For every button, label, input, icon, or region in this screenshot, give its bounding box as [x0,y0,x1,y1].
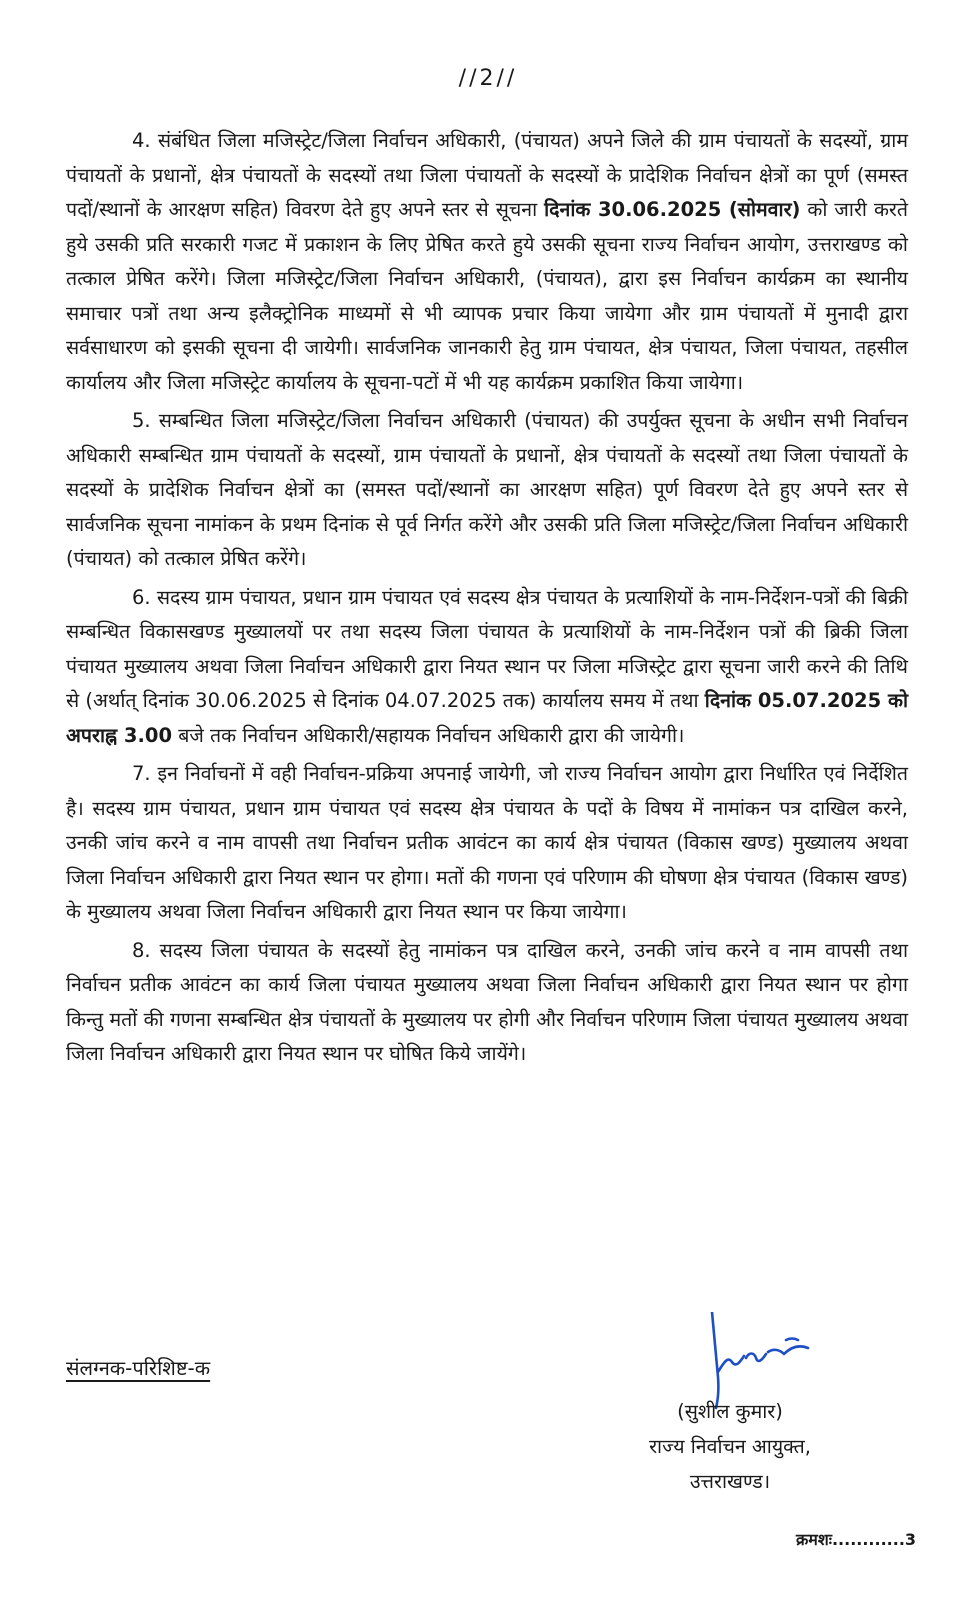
document-body [66,124,908,1076]
signatory-name: (सुशील कुमार) [677,1400,783,1423]
signatory-state: उत्तराखण्ड। [689,1470,771,1493]
enclosure-label: संलग्नक-परिशिष्ट-क [66,1356,211,1380]
paragraph-5: 5. सम्बन्धित जिला मजिस्ट्रेट/जिला निर्वाचन अधिकारी (पंचायत) की उपर्युक्त सूचना के अधीन सभी निर्वाचन अधिकारी सम्बन्धित ग्राम पंचायतों के सदस्यों, ग्राम पंचायतों के प्रधानों, क्षेत्र पंचायतों के सदस्यों तथा जिला पंचायतों के सदस्यों के प्रादेशिक निर्वाचन क्षेत्रों का (समस्त पदों/स्थानों का आरक्षण सहित) पूर्ण विवरण देते हुए अपने स्तर से सार्वजनिक सूचना नामांकन के प्रथम दिनांक से पूर्व निर्गत करेंगे और उसकी प्रति जिला मजिस्ट्रेट/जिला निर्वाचन अधिकारी (पंचायत) को तत्काल प्रेषित करेंगे। [66,409,908,570]
paragraph-4-date-bold: दिनांक 30.06.2025 (सोमवार) [544,198,801,221]
page-number: //2// [458,66,518,91]
signature-block [600,1394,860,1499]
paragraph-6-text-start: 6. सदस्य ग्राम पंचायत, प्रधान ग्राम पंचायत एवं सदस्य क्षेत्र पंचायत के प्रत्याशियों के नाम-निर्देशन-पत्रों की बिक्री सम्बन्धित विकासखण्ड मुख्यालयों पर तथा सदस्य जिला पंचायत के प्रत्याशियों के नाम-निर्देशन पत्रों की ब्रिकी जिला पंचायत मुख्यालय अथवा जिला निर्वाचन अधिकारी द्वारा नियत स्थान पर जिला मजिस्ट्रेट द्वारा सूचना जारी करने की तिथि से (अर्थात् दिनांक 30.06.2025 से दिनांक 04.07.2025 तक) कार्यालय समय में तथा [66,585,908,712]
paragraph-4-text-end: को जारी करते हुये उसकी प्रति सरकारी गजट में प्रकाशन के लिए प्रेषित करते हुये उसकी सूचना राज्य निर्वाचन आयोग, उत्तराखण्ड को तत्काल प्रेषित करेंगे। जिला मजिस्ट्रेट/जिला निर्वाचन अधिकारी, (पंचायत), द्वारा इस निर्वाचन कार्यक्रम का स्थानीय समाचार पत्रों तथा अन्य इलैक्ट्रोनिक माध्यमों से भी व्यापक प्रचार किया जायेगा और ग्राम पंचायतों में मुनादी द्वारा सर्वसाधारण को इसकी सूचना दी जायेगी। सार्वजनिक जानकारी हेतु ग्राम पंचायत, क्षेत्र पंचायत, जिला पंचायत, तहसील कार्यालय और जिला मजिस्ट्रेट कार्यालय के सूचना-पटों में भी यह कार्यक्रम प्रकाशित किया जायेगा। [66,198,909,394]
signatory-designation: राज्य निर्वाचन आयुक्त, [649,1435,811,1458]
paragraph-6-date-bold: दिनांक 05.07.2025 को अपराह्न 3.00 [66,689,909,747]
paragraph-4-text-start: 4. संबंधित जिला मजिस्ट्रेट/जिला निर्वाचन अधिकारी, (पंचायत) अपने जिले की ग्राम पंचायतों के सदस्यों, ग्राम पंचायतों के प्रधानों, क्षेत्र पंचायतों के सदस्यों तथा जिला पंचायतों के सदस्यों के प्रादेशिक निर्वाचन क्षेत्रों का पूर्ण (समस्त पदों/स्थानों के आरक्षण सहित) विवरण देते हुए अपने स्तर से सूचना [66,129,908,221]
paragraph-6 [66,581,908,754]
paragraph-7: 7. इन निर्वाचनों में वही निर्वाचन-प्रक्रिया अपनाई जायेगी, जो राज्य निर्वाचन आयोग द्वारा निर्धारित एवं निर्देशित है। सदस्य ग्राम पंचायत, प्रधान ग्राम पंचायत एवं सदस्य क्षेत्र पंचायत के पदों के विषय में नामांकन पत्र दाखिल करने, उनकी जांच करने व नाम वापसी तथा निर्वाचन प्रतीक आवंटन का कार्य क्षेत्र पंचायत (विकास खण्ड) मुख्यालय अथवा जिला निर्वाचन अधिकारी द्वारा नियत स्थान पर होगा। मतों की गणना एवं परिणाम की घोषणा क्षेत्र पंचायत (विकास खण्ड) के मुख्यालय अथवा जिला निर्वाचन अधिकारी द्वारा नियत स्थान पर किया जायेगा। [66,762,908,923]
continued-note: क्रमशः............3 [796,1530,917,1549]
paragraph-6-text-end: बजे तक निर्वाचन अधिकारी/सहायक निर्वाचन अधिकारी द्वारा की जायेगी। [172,723,685,747]
paragraph-4 [66,124,908,400]
paragraph-8: 8. सदस्य जिला पंचायत के सदस्यों हेतु नामांकन पत्र दाखिल करने, उनकी जांच करने व नाम वापसी तथा निर्वाचन प्रतीक आवंटन का कार्य जिला पंचायत मुख्यालय अथवा जिला निर्वाचन अधिकारी द्वारा नियत स्थान पर होगा किन्तु मतों की गणना सम्बन्धित क्षेत्र पंचायतों के मुख्यालय पर होगी और निर्वाचन परिणाम जिला पंचायत मुख्यालय अथवा जिला निर्वाचन अधिकारी द्वारा नियत स्थान पर घोषित किये जायेंगे। [66,938,908,1065]
